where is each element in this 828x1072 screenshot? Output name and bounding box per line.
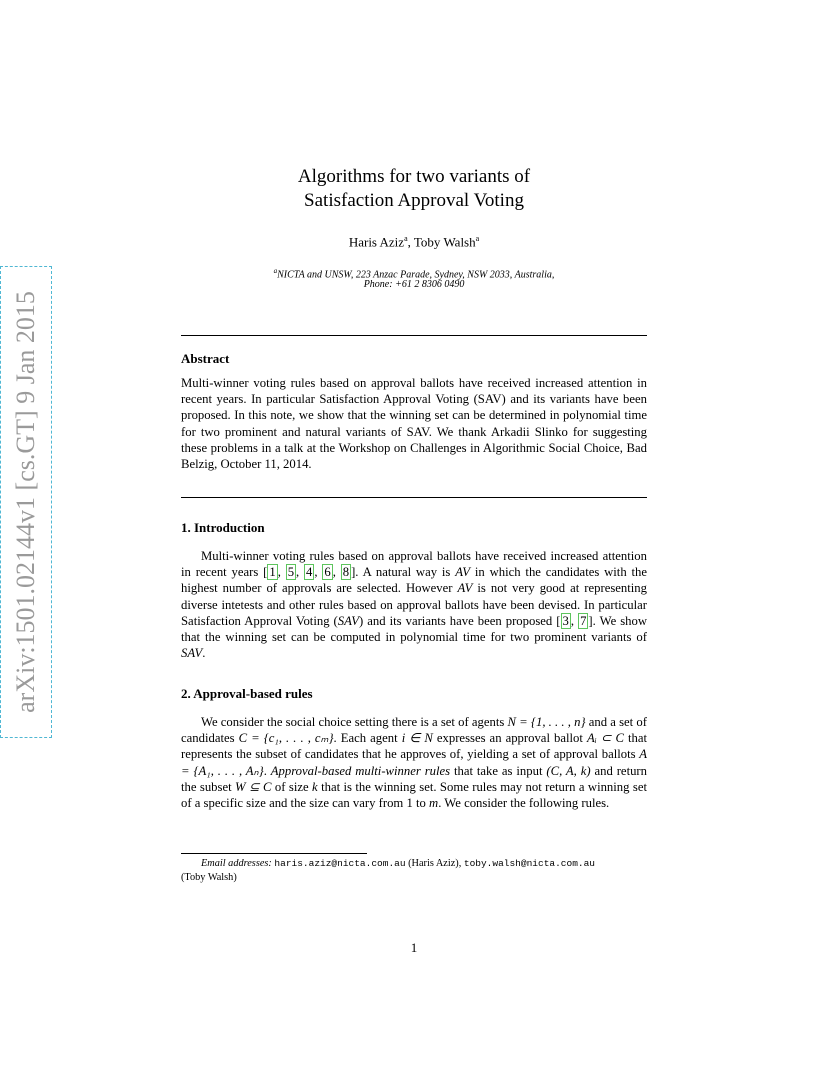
abstract-bottom-rule [181, 497, 647, 498]
author-affil-mark: a [404, 234, 408, 243]
math-expr: k [312, 779, 318, 794]
page-number: 1 [410, 940, 418, 955]
emphasis-term: Approval-based multi-winner rules [270, 763, 451, 778]
math-expr: (C, A, k) [546, 763, 591, 778]
math-expr: C = {c₁, . . . , cₘ} [238, 731, 334, 746]
email-link[interactable]: haris.aziz@nicta.com.au [274, 858, 406, 869]
affiliation-line2: Phone: +61 2 8306 0490 [363, 279, 465, 290]
affiliation-text: NICTA and UNSW, 223 Anzac Parade, Sydney, NSW 2033, Australia, [277, 269, 555, 281]
math-expr: A = {A₁, . . . , Aₙ} [181, 747, 647, 778]
introduction-paragraph: Multi-winner voting rules based on approval ballots have received increased attention in recent years [ 1 , 5 , 4 , 6 , 8 ]. A natural way is AV in which the candidates with the highest number of approvals are selected. However AV is not very good at representing diverse intetests and other rules based on approval ballots have been devised. In particular Satisfaction Approval Voting (SAV) and its variants have been proposed [ 3 , 7 ]. We show that the winning set can be computed in polynomial time for two prominent variants of SAV. [181, 549, 648, 661]
affil-mark: a [273, 267, 278, 275]
math-expr: i ∈ N [401, 731, 433, 746]
citation-link[interactable]: 7 [580, 613, 587, 628]
citation-link[interactable]: 5 [287, 565, 295, 580]
math-expr: W ⊆ C [235, 779, 272, 794]
footnote-name: (Haris Aziz), [405, 858, 464, 869]
author-name: Haris Aziz [348, 234, 405, 250]
arxiv-stamp-text: arXiv:1501.02144v1 [cs.GT] 9 Jan 2015 [0, 266, 52, 738]
citation-link[interactable]: 1 [269, 565, 276, 580]
math-av: AV [457, 581, 473, 596]
footnote-rule [181, 853, 367, 854]
footnote-emails [181, 857, 647, 885]
math-av: AV [455, 565, 471, 580]
section-heading-approval-based-rules: 2. Approval-based rules [181, 686, 313, 701]
math-expr: m [429, 796, 439, 811]
math-sav: SAV [337, 613, 360, 628]
abstract-text: Multi-winner voting rules based on approval ballots have received increased attention in recent years. In particular Satisfaction Approval Voting (SAV) and its variants have been proposed. In this note, we show that the winning set can be determined in polynomial time for two prominent and natural variants of SAV. We thank Arkadii Slinko for suggesting these problems in a talk at the Workshop on Challenges in Algorithmic Social Choice, Bad Belzig, October 11, 2014. [181, 376, 647, 472]
paper-title-line2: Satisfaction Approval Voting [304, 190, 524, 211]
arxiv-stamp [0, 266, 52, 738]
footnote-label: Email addresses: [201, 858, 272, 869]
footnote-name: (Toby Walsh) [181, 872, 237, 883]
author-separator: , [407, 234, 414, 250]
abstract-heading: Abstract [181, 351, 230, 366]
abstract-top-rule [181, 335, 647, 336]
paper-title-line1: Algorithms for two variants of [297, 166, 531, 187]
author-name: Toby Walsh [413, 234, 476, 250]
math-expr: N = {1, . . . , n} [507, 715, 586, 729]
approval-rules-paragraph: We consider the social choice setting there is a set of agents N = {1, . . . , n} and a set of candidates C = {c₁, . . . , cₘ}. Each agent i ∈ N expresses an approval ballot Aᵢ ⊂ C that represents the subset of candidates that he approves of, yielding a set of approval ballots A = {A₁, . . . , Aₙ}. Approval-based multi-winner rules that take as input (C, A, k) and return the subset W ⊆ C of size k that is the winning set. Some rules may not return a winning set of a specific size and the size can vary from 1 to m. We consider the following rules. [181, 715, 648, 811]
email-link[interactable]: toby.walsh@nicta.com.au [463, 858, 595, 869]
citation-link[interactable]: 4 [306, 565, 313, 580]
citation-link[interactable]: 3 [562, 613, 569, 628]
author-affil-mark: a [475, 234, 480, 243]
math-sav: SAV [181, 646, 203, 661]
citation-link[interactable]: 8 [342, 565, 350, 580]
authors [0, 234, 828, 250]
section-heading-introduction: 1. Introduction [181, 520, 265, 535]
citation-link[interactable]: 6 [324, 565, 331, 580]
math-expr: Aᵢ ⊂ C [586, 731, 624, 746]
